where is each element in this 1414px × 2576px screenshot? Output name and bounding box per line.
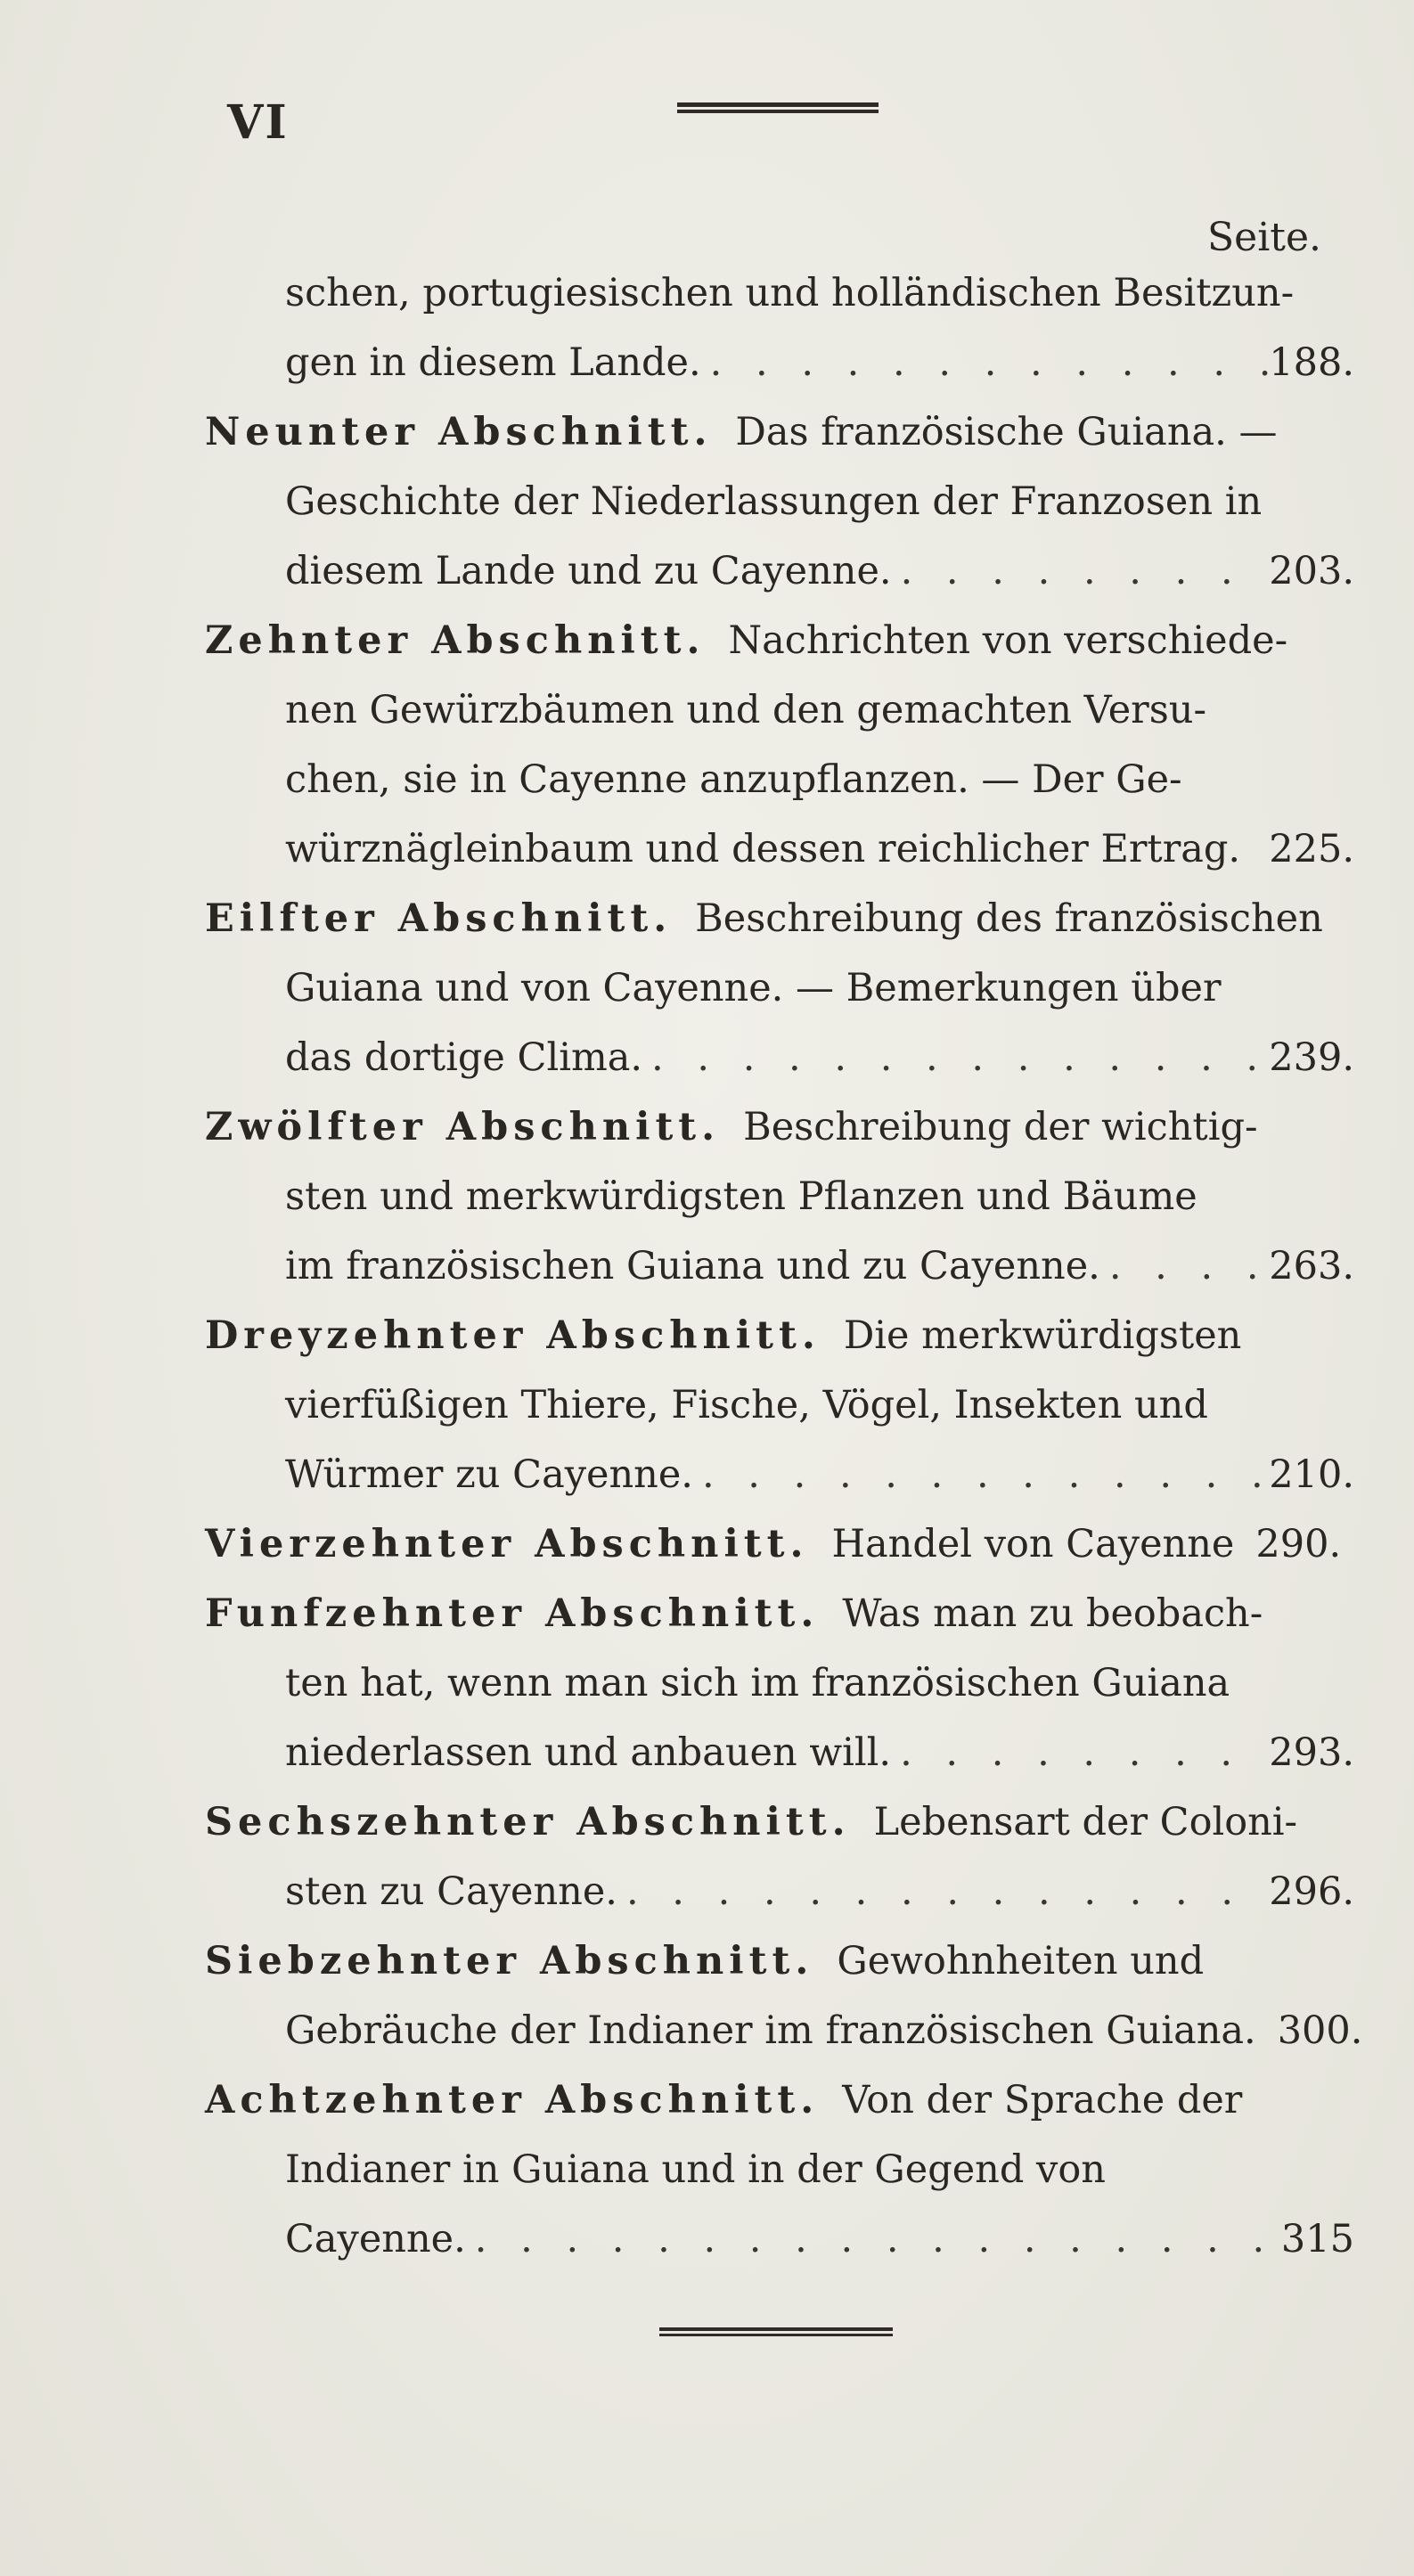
toc-entry: [205, 397, 1354, 606]
toc-line: [205, 1579, 1354, 1648]
toc-text: chen, sie in Cayenne anzupflanzen. — Der Ge-: [285, 757, 1182, 802]
toc-line: [205, 814, 1354, 884]
toc-text: schen, portugiesischen und holländischen Besitzun-: [285, 271, 1295, 315]
page-number: VI: [227, 95, 289, 150]
toc-line: [205, 2135, 1354, 2204]
section-heading: Neunter Abschnitt.: [205, 410, 713, 454]
leader-dots: [693, 1440, 1269, 1509]
toc-text: nen Gewürzbäumen und den gemachten Versu-: [285, 688, 1207, 732]
leader-dots: [466, 2204, 1281, 2274]
toc-page-number: 225.: [1269, 827, 1354, 871]
toc-line: [205, 745, 1354, 814]
toc-text: Würmer zu Cayenne.: [285, 1452, 693, 1497]
toc-line: [205, 884, 1354, 953]
toc-text: Guiana und von Cayenne. — Bemerkungen über: [285, 966, 1222, 1010]
toc-text: Beschreibung der wichtig-: [743, 1105, 1258, 1149]
toc-entry: [205, 606, 1354, 884]
section-heading: Sechszehnter Abschnitt.: [205, 1800, 851, 1844]
toc-text: Was man zu beobach-: [842, 1591, 1263, 1636]
toc-line: [205, 1023, 1354, 1092]
toc-line: [205, 675, 1354, 745]
toc-page-number: 203.: [1269, 549, 1354, 593]
toc-text: Geschichte der Niederlassungen der Franzosen in: [285, 479, 1263, 524]
toc-page-number: 296.: [1269, 1869, 1354, 1914]
toc-entry: [205, 1301, 1354, 1509]
leader-dots: [642, 1023, 1269, 1092]
toc-text: Von der Sprache der: [842, 2078, 1243, 2122]
toc-line: [205, 1231, 1354, 1301]
toc-page-number: 239.: [1269, 1035, 1354, 1080]
toc-line: [205, 953, 1354, 1023]
section-heading: Dreyzehnter Abschnitt.: [205, 1313, 821, 1358]
toc-line: [205, 1926, 1354, 1996]
section-heading: Funfzehnter Abschnitt.: [205, 1591, 820, 1636]
section-heading: Siebzehnter Abschnitt.: [205, 1939, 814, 1983]
toc-text: sten zu Cayenne.: [285, 1869, 617, 1914]
toc-line: [205, 397, 1354, 467]
toc-page-number: 263.: [1269, 1244, 1354, 1288]
section-heading: Zwölfter Abschnitt.: [205, 1105, 721, 1149]
toc-page-number: 290.: [1255, 1522, 1342, 1566]
toc-entry: [205, 1509, 1354, 1579]
table-of-contents: [205, 258, 1363, 2274]
toc-entry: [205, 1579, 1354, 1787]
toc-text: Handel von Cayenne: [831, 1522, 1235, 1566]
toc-line: [205, 1092, 1354, 1162]
toc-line: [205, 2204, 1354, 2274]
toc-line: [205, 2065, 1354, 2135]
section-heading: Achtzehnter Abschnitt.: [205, 2078, 820, 2122]
toc-text: gen in diesem Lande.: [285, 340, 701, 385]
toc-entry: [205, 1926, 1363, 2065]
leader-dots: [891, 1718, 1269, 1787]
toc-line: [205, 1787, 1354, 1857]
footer-double-rule: [659, 2327, 893, 2338]
leader-dots: [617, 1857, 1269, 1926]
toc-line: [205, 467, 1354, 536]
toc-text: Die merkwürdigsten: [843, 1313, 1242, 1358]
toc-text: das dortige Clima.: [285, 1035, 643, 1080]
toc-line: [205, 1996, 1363, 2065]
toc-line: [205, 606, 1354, 675]
toc-text: vierfüßigen Thiere, Fische, Vögel, Insekten und: [285, 1383, 1208, 1427]
toc-line: [205, 1648, 1354, 1718]
leader-dots: [1100, 1231, 1269, 1301]
toc-text: Lebensart der Coloni-: [873, 1800, 1298, 1844]
toc-line: [205, 1370, 1354, 1440]
section-heading: Vierzehnter Abschnitt.: [205, 1522, 809, 1566]
toc-entry: [205, 2065, 1354, 2274]
toc-page-number: 188.: [1269, 340, 1354, 385]
toc-text: ten hat, wenn man sich im französischen Guiana: [285, 1661, 1230, 1705]
toc-text: sten und merkwürdigsten Pflanzen und Bäume: [285, 1174, 1197, 1219]
toc-line: [205, 1718, 1354, 1787]
toc-line: [205, 1440, 1354, 1509]
toc-text: Gewohnheiten und: [837, 1939, 1205, 1983]
toc-text: diesem Lande und zu Cayenne.: [285, 549, 892, 593]
toc-line: [205, 1857, 1354, 1926]
toc-text: niederlassen und anbauen will.: [285, 1730, 892, 1775]
toc-text: Beschreibung des französischen: [695, 896, 1323, 941]
toc-text: würznägleinbaum und dessen reichlicher Ertrag.: [285, 827, 1241, 871]
toc-text: Cayenne.: [285, 2217, 466, 2261]
toc-entry: [205, 1787, 1354, 1926]
toc-text: im französischen Guiana und zu Cayenne.: [285, 1244, 1100, 1288]
toc-line: [205, 536, 1354, 606]
toc-line: [205, 258, 1354, 328]
toc-text: Das französische Guiana. —: [735, 410, 1278, 454]
toc-text: Nachrichten von verschiede-: [728, 618, 1288, 663]
toc-line: [205, 1301, 1354, 1370]
page-column-label: Seite.: [1207, 215, 1321, 260]
toc-text: Indianer in Guiana und in der Gegend von: [285, 2147, 1106, 2192]
toc-line: [205, 328, 1354, 397]
toc-line: [205, 1162, 1354, 1231]
toc-entry: [205, 1092, 1354, 1301]
toc-page-number: 210.: [1269, 1452, 1354, 1497]
toc-entry-carryover: [205, 258, 1354, 397]
toc-page-number: 293.: [1269, 1730, 1354, 1775]
toc-entry: [205, 884, 1354, 1092]
toc-text: Gebräuche der Indianer im französischen Guiana.: [285, 2008, 1256, 2053]
toc-page-number: 300.: [1277, 2008, 1363, 2053]
leader-dots: [892, 536, 1270, 606]
leader-dots: [701, 328, 1270, 397]
toc-line: [205, 1509, 1354, 1579]
section-heading: Zehnter Abschnitt.: [205, 618, 706, 663]
toc-page-number: 315: [1280, 2217, 1354, 2261]
section-heading: Eilfter Abschnitt.: [205, 896, 673, 941]
header-double-rule: [677, 102, 879, 115]
